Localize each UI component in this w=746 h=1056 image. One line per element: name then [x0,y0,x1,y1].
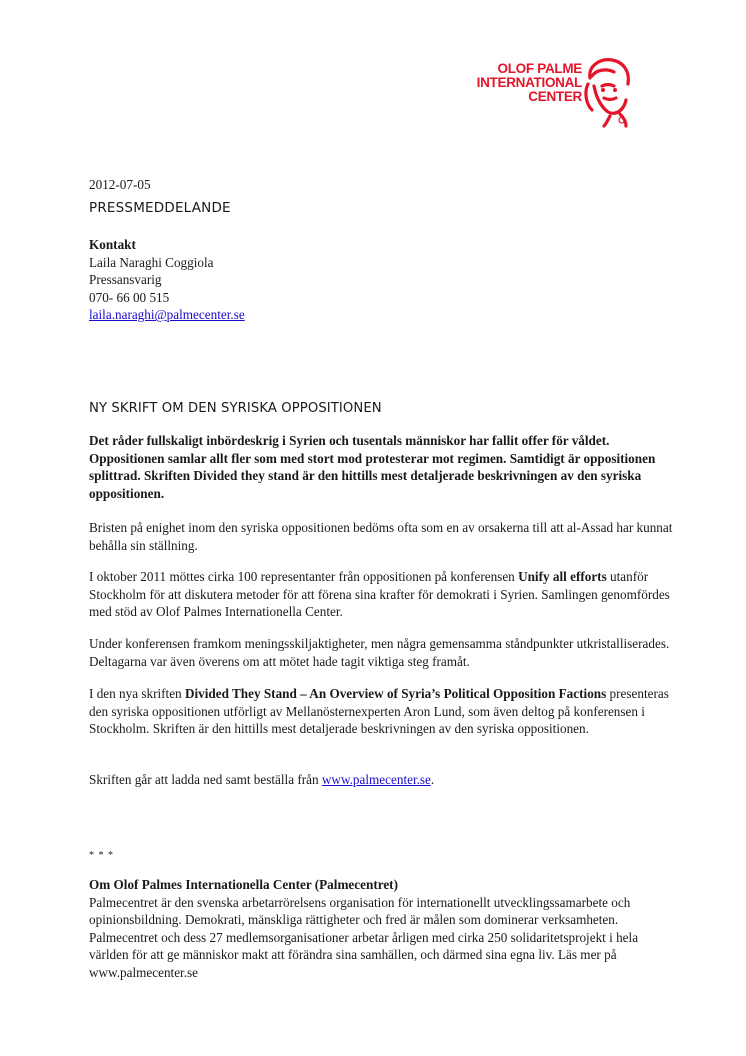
paragraph-5 [89,771,679,789]
contact-email-link[interactable]: laila.naraghi@palmecenter.se [89,307,245,323]
lead-paragraph: Det råder fullskaligt inbördeskrig i Syrien och tusentals människor har fallit offer för våldet. Oppositionen samlar allt fler som med stort mod protesterar mot regimen. Samtidigt är oppositionen splittrad. Skriften Divided they stand är den hittills mest detaljerade beskrivningen av den syriska oppositionen. [89,433,656,501]
contact-heading: Kontakt [89,237,136,252]
paragraph-2 [89,568,679,621]
paragraph-5-pre: Skriften går att ladda ned samt beställa från [89,772,322,787]
logo-line-2: INTERNATIONAL [476,75,582,90]
about-heading: Om Olof Palmes Internationella Center (Palmecentret) [89,877,398,892]
paragraph-4 [89,685,679,738]
paragraph-4-pre: I den nya skriften [89,686,185,701]
olof-palme-portrait-icon [580,56,632,128]
release-date: 2012-07-05 [89,177,151,192]
contact-block [89,236,679,324]
paragraph-2-pre: I oktober 2011 möttes cirka 100 representanter från oppositionen på konferensen [89,569,519,584]
contact-name: Laila Naraghi Coggiola [89,254,214,270]
paragraph-5-post: . [430,772,435,787]
about-body: Palmecentret är den svenska arbetarrörelsens organisation för internationellt utvecklingssamarbete och opinionsbildning. Demokrati, mänskliga rättigheter och fred är målen som dominerar verksamheten. Palmecentret och dess 27 medlemsorganisationer arbetar årligen med cirka 250 solidaritetsprojekt i hela världen för att ge människor makt att förändra sina samhällen, och därmed sina egna liv. Läs mer på www.palmecenter.se [89,894,639,980]
page-title: NY SKRIFT OM DEN SYRISKA OPPOSITIONEN [89,401,382,416]
about-section [89,876,679,982]
contact-role: Pressansvarig [89,272,162,288]
section-separator: * * * [89,850,114,861]
publication-title: Divided They Stand – An Overview of Syria’s Political Opposition Factions [184,686,607,701]
document-type: PRESSMEDDELANDE [89,200,231,216]
palme-center-logo [462,56,632,128]
paragraph-3: Under konferensen framkom meningsskiljaktigheter, men några gemensamma ståndpunkter utkristalliserades. Deltagarna var även överens om att mötet hade tagit viktiga steg framåt. [89,636,670,669]
conference-name: Unify all efforts [518,569,607,584]
palmecenter-link[interactable]: www.palmecenter.se [321,772,431,787]
logo-wordmark [462,62,582,104]
paragraph-1: Bristen på enighet inom den syriska oppositionen bedöms ofta som en av orsakerna till att al-Assad har kunnat behålla sin ställning. [89,520,673,553]
logo-line-1: OLOF PALME [497,61,582,76]
paragraph-4-post: presenteras den syriska oppositionen utförligt av Mellanösternexperten Aron Lund, som även deltog på konferensen i Stockholm. Skriften är den hittills mest detaljerade beskrivningen av den syriska oppositionen. [89,686,669,737]
paragraph-2-post: utanför Stockholm för att diskutera metoder för att förena sina krafter för demokrati i Syrien. Samlingen genomfördes med stöd av Olof Palmes Internationella Center. [89,569,670,620]
contact-phone: 070- 66 00 515 [89,289,170,305]
logo-line-3: CENTER [528,89,582,104]
